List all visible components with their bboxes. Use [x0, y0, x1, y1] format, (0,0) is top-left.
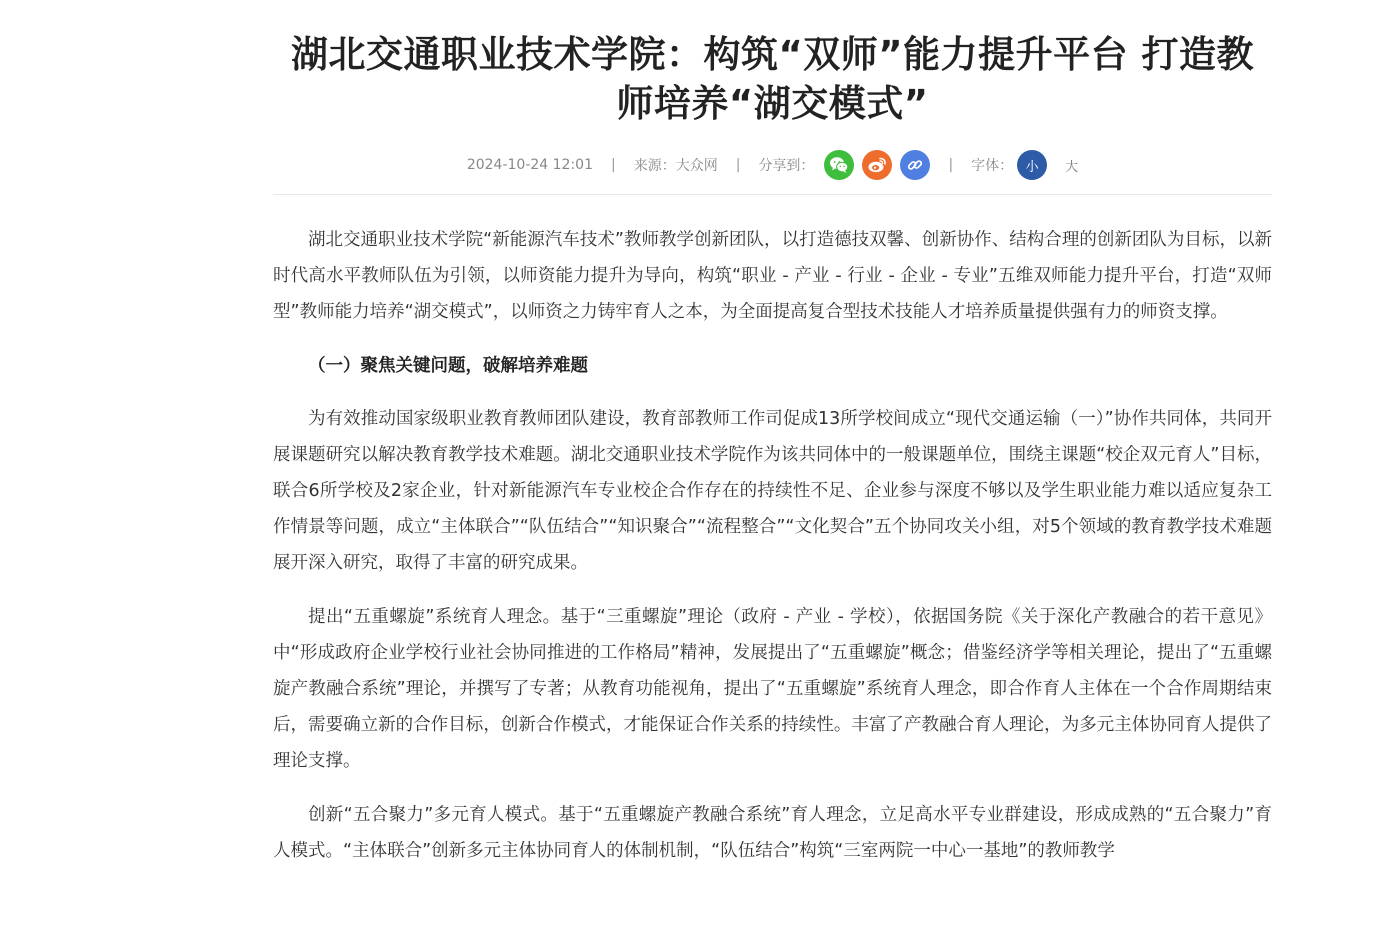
meta-separator: | — [948, 157, 954, 173]
publish-datetime: 2024-10-24 12:01 — [466, 157, 593, 173]
article — [273, 0, 1272, 887]
meta-separator: | — [735, 157, 741, 173]
share-wechat-button[interactable] — [824, 150, 854, 180]
font-size-label: 字体： — [971, 158, 1014, 174]
share-link-button[interactable] — [900, 150, 930, 180]
meta-separator: | — [611, 157, 616, 173]
font-large-button[interactable]: 大 — [1065, 159, 1079, 175]
paragraph: 为有效推动国家级职业教育教师团队建设，教育部教师工作司促成13所学校间成立“现代交通运输（一）”协作共同体，共同开展课题研究以解决教育教学技术难题。湖北交通职业技术学院作为该共同体中的一般课题单位，围绕主课题“校企双元育人”目标，联合6所学校及2家企业，针对新能源汽车专业校企合作存在的持续性不足、企业参与深度不够以及学生职业能力难以适应复杂工作情景等问题，成立“主体联合”“队伍结合”“知识聚合”“流程整合”“文化契合”五个协同攻关小组，对5个领域的教育教学技术难题展开深入研究，取得了丰富的研究成果。 — [273, 409, 1272, 573]
article-source: 来源：大众网 — [633, 158, 718, 174]
paragraph: 湖北交通职业技术学院“新能源汽车技术”教师教学创新团队，以打造德技双馨、创新协作、结构合理的创新团队为目标，以新时代高水平教师队伍为引领，以师资能力提升为导向，构筑“职业 - 产业 - 行业 - 企业 - 专业”五维双师能力提升平台，打造“双师型”教师能力培养“湖交模式”，以师资之力铸牢育人之本，为全面提高复合型技术技能人才培养质量提供强有力的师资支撑。 — [273, 230, 1272, 322]
share-weibo-button[interactable] — [862, 150, 892, 180]
paragraph: 创新“五合聚力”多元育人模式。基于“五重螺旋产教融合系统”育人理念，立足高水平专业群建设，形成成熟的“五合聚力”育人模式。“主体联合”创新多元主体协同育人的体制机制，“队伍结合”构筑“三室两院一中心一基地”的教师教学 — [273, 805, 1272, 861]
font-small-button[interactable]: 小 — [1017, 150, 1047, 180]
share-label: 分享到： — [758, 158, 815, 174]
section-heading: （一）聚焦关键问题，破解培养难题 — [308, 356, 588, 376]
article-title: 湖北交通职业技术学院：构筑“双师”能力提升平台 打造教师培养“湖交模式” — [290, 33, 1254, 125]
weibo-icon — [867, 156, 887, 174]
article-body — [273, 195, 1272, 869]
paragraph: 提出“五重螺旋”系统育人理念。基于“三重螺旋”理论（政府 - 产业 - 学校），依据国务院《关于深化产教融合的若干意见》中“形成政府企业学校行业社会协同推进的工作格局”精神，发展提出了“五重螺旋”概念；借鉴经济学等相关理论，提出了“五重螺旋产教融合系统”理论，并撰写了专著；从教育功能视角，提出了“五重螺旋”系统育人理念，即合作育人主体在一个合作周期结束后，需要确立新的合作目标，创新合作模式，才能保证合作关系的持续性。丰富了产教融合育人理论，为多元主体协同育人提供了理论支撑。 — [273, 607, 1272, 771]
link-icon — [906, 156, 924, 174]
wechat-icon — [829, 156, 849, 174]
article-meta — [273, 149, 1272, 181]
